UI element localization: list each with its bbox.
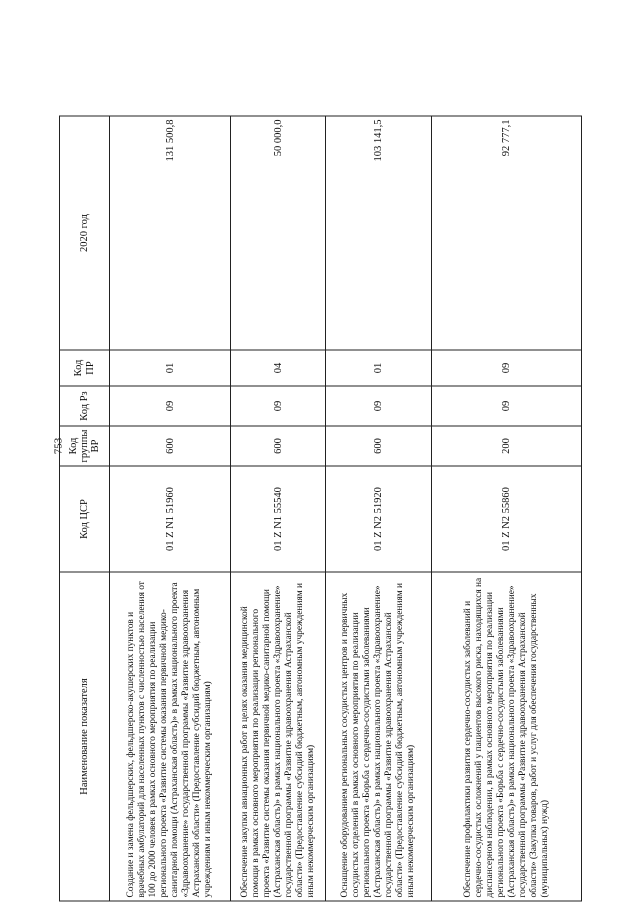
header-name: Наименование показателя	[60, 572, 110, 901]
row-csr: 01 Z N2 55860	[432, 466, 582, 572]
rotated-page-content	[59, 117, 581, 902]
row-name: Обеспечение закупки авиационных работ в целях оказания медицинской помощи в рамках основного мероприятия по реализации регионального проекта «Развитие системы оказания первичной медико-санитарной помощи (Астраханская область)» в рамках национального проекта «Здравоохранение» государственной программы «Развитие здравоохранения Астраханской области» (Предоставление субсидий бюджетным, автономным учреждениям и иным некоммерческим организациям)	[231, 572, 326, 901]
row-name: Оснащение оборудованием региональных сосудистых центров и первичных сосудистых отделений в рамках основного мероприятия по реализации регионального проекта «Борьба с сердечно-сосудистыми заболеваниями (Астраханская область)» в рамках национального проекта «Здравоохранение» государственной программы «Развитие здравоохранения Астраханской области» (Предоставление субсидий бюджетным, автономным учреждениям и иным некоммерческим организациям)	[326, 572, 432, 901]
row-pr: 04	[231, 350, 326, 386]
row-vr: 600	[231, 426, 326, 466]
table-row	[110, 116, 231, 901]
row-pr: 09	[432, 350, 582, 386]
row-csr: 01 Z N1 51960	[110, 466, 231, 572]
row-pr: 01	[110, 350, 231, 386]
header-pr: Код ПР	[60, 350, 110, 386]
table-header-row	[60, 116, 110, 901]
row-name: Обеспечение профилактики развития сердечно-сосудистых заболеваний и сердечно-сосудистых осложнений у пациентов высокого риска, находящихся на диспансерном наблюдении, в рамках основного мероприятия по реализации регионального проекта «Борьба с сердечно-сосудистыми заболеваниями (Астраханская область)» в рамках национального проекта «Здравоохранение» государственной программы «Развитие здравоохранения Астраханской области» (Закупка товаров, работ и услуг для обеспечения государственных (муниципальных) нужд)	[432, 572, 582, 901]
page-number: 753	[52, 437, 65, 455]
row-amount: 50 000,0	[231, 116, 326, 350]
header-vr: Код группы ВР	[60, 426, 110, 466]
row-name: Создание и замена фельдшерских, фельдшерско-акушерских пунктов и врачебных амбулаторий для населенных пунктов с численностью населения от 100 до 2000 человек в рамках основного мероприятия по реализации регионального проекта «Развитие системы оказания первичной медико-санитарной помощи (Астраханская область)» в рамках национального проекта «Здравоохранение» государственной программы «Развитие здравоохранения Астраханской области» (Предоставление субсидий бюджетным, автономным учреждениям и иным некоммерческим организациям)	[110, 572, 231, 901]
row-rz: 09	[326, 386, 432, 426]
row-rz: 09	[432, 386, 582, 426]
header-csr: Код ЦСР	[60, 466, 110, 572]
row-vr: 600	[110, 426, 231, 466]
row-csr: 01 Z N1 55540	[231, 466, 326, 572]
row-amount: 103 141,5	[326, 116, 432, 350]
row-amount: 92 777,1	[432, 116, 582, 350]
row-vr: 200	[432, 426, 582, 466]
row-vr: 600	[326, 426, 432, 466]
table-row	[432, 116, 582, 901]
budget-table	[59, 116, 582, 902]
header-year: 2020 год	[60, 116, 110, 350]
table-row	[231, 116, 326, 901]
row-amount: 131 500,8	[110, 116, 231, 350]
header-rz: Код Рз	[60, 386, 110, 426]
row-rz: 09	[110, 386, 231, 426]
row-csr: 01 Z N2 51920	[326, 466, 432, 572]
table-row	[326, 116, 432, 901]
row-pr: 01	[326, 350, 432, 386]
row-rz: 09	[231, 386, 326, 426]
